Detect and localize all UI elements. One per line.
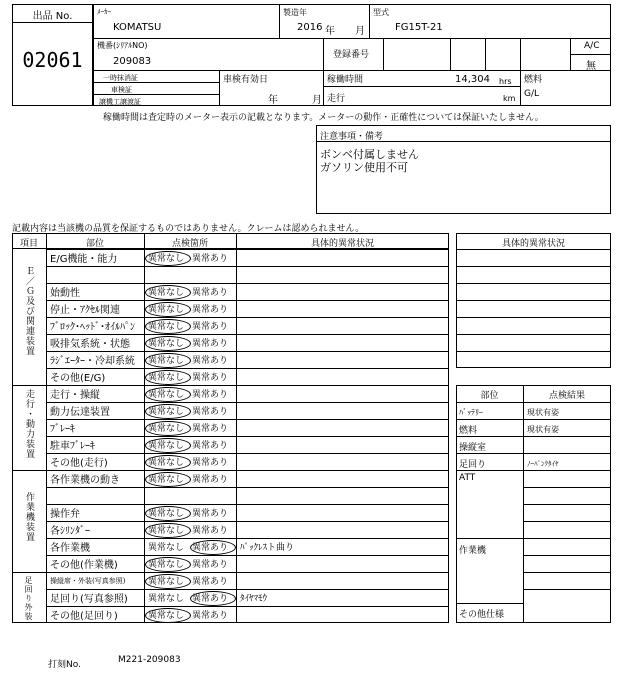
row-detail [240, 402, 445, 419]
group-work-label: 作業機装置 [24, 492, 34, 542]
selection-oval [145, 319, 191, 334]
row-detail [240, 436, 445, 453]
check-abnormal[interactable]: 異常あり [192, 509, 229, 519]
selection-oval [145, 336, 191, 351]
check-normal[interactable]: 異常なし [148, 288, 185, 298]
serial-label: 機番(ｼﾘｱﾙNO) [97, 41, 148, 50]
row-detail [240, 453, 445, 470]
row-detail [240, 266, 445, 283]
check-abnormal[interactable]: 異常あり [192, 373, 229, 383]
row-part: 走行・操縦 [50, 390, 100, 401]
hours-disclaimer: 稼働時間は査定時のメーター表示の記載となります。メーターの動作・正確性については保証いたしません。 [103, 113, 544, 123]
inspect-month: 月 [312, 95, 322, 106]
selection-oval [145, 251, 191, 266]
check-normal[interactable]: 異常なし [148, 560, 185, 570]
ac-label: A/C [584, 41, 600, 51]
fuel-value: G/L [524, 89, 540, 99]
check-abnormal[interactable]: 異常あり [192, 611, 229, 621]
vehicle-cert-label: 車検証 [111, 86, 132, 94]
row-detail [240, 504, 445, 521]
inspect-year: 年 [268, 95, 278, 106]
row-part: E/G機能・能力 [50, 254, 118, 265]
check-abnormal[interactable]: 異常あり [192, 322, 229, 332]
fuel-row-label: 燃料 [459, 426, 478, 436]
inspect-label: 車検有効日 [223, 75, 269, 85]
check-normal[interactable]: 異常なし [148, 356, 185, 366]
row-detail [240, 300, 445, 317]
hours-value: 14,304 [455, 74, 490, 85]
selection-oval [190, 591, 236, 606]
check-abnormal[interactable]: 異常あり [192, 305, 229, 315]
selection-oval [145, 404, 191, 419]
model-value: FG15T-21 [395, 22, 443, 33]
battery-label: ﾊﾞｯﾃﾘｰ [459, 408, 483, 417]
row-detail [240, 317, 445, 334]
selection-oval [145, 506, 191, 521]
check-normal[interactable]: 異常なし [148, 458, 185, 468]
col-detail-header: 具体的異常状況 [310, 239, 374, 249]
battery-value: 現状有姿 [527, 408, 559, 417]
selection-oval [145, 438, 191, 453]
row-detail [240, 606, 445, 623]
row-part: その他(E/G) [50, 373, 106, 384]
lot-divider [12, 22, 93, 23]
remark-line-2: ガソリン使用不可 [320, 161, 408, 174]
maker-label: ﾒｰｶｰ [97, 8, 111, 16]
row-part: 吸排気系統・状態 [50, 339, 130, 350]
selection-oval [145, 574, 191, 589]
row-detail [240, 521, 445, 538]
check-abnormal[interactable]: 異常あり [192, 577, 229, 587]
row-part: ﾌﾞﾛｯｸ･ﾍｯﾄﾞ･ｵｲﾙﾊﾟﾝ [50, 322, 135, 333]
row-detail [240, 249, 445, 266]
selection-oval [145, 353, 191, 368]
row-detail [240, 487, 445, 504]
check-abnormal[interactable]: 異常あり [192, 424, 229, 434]
fuel-row-value: 現状有姿 [527, 425, 559, 434]
other-spec-label: その他仕様 [459, 610, 505, 620]
fuel-label: 燃料 [524, 75, 543, 85]
result-part-header: 部位 [480, 391, 499, 401]
check-abnormal[interactable]: 異常あり [192, 458, 229, 468]
ac-value: 無 [586, 61, 596, 72]
row-detail [240, 351, 445, 368]
row-detail: ﾀｲﾔﾏﾓｳ [240, 594, 268, 604]
row-part: その他(走行) [50, 458, 108, 469]
check-abnormal[interactable]: 異常あり [192, 475, 229, 485]
remark-line-1: ボンベ付属しません [320, 148, 419, 161]
row-part: 動力伝達装置 [50, 407, 110, 418]
quality-disclaimer: 記載内容は当該機の品質を保証するものではありません。クレームは認められません。 [12, 224, 365, 234]
check-normal[interactable]: 異常なし [148, 526, 185, 536]
row-part: 駐車ﾌﾞﾚｰｷ [50, 441, 95, 452]
row-detail [240, 470, 445, 487]
serial-value: 209083 [113, 56, 152, 67]
selection-oval [145, 387, 191, 402]
check-normal[interactable]: 異常なし [148, 509, 185, 519]
work-label: 作業機 [459, 546, 487, 556]
row-part: 始動性 [50, 288, 80, 299]
check-normal[interactable]: 異常なし [148, 441, 185, 451]
row-part: ﾌﾞﾚｰｷ [50, 424, 75, 435]
check-abnormal[interactable]: 異常あり [192, 543, 229, 553]
row-part [50, 266, 142, 283]
row-part: その他(作業機) [50, 560, 118, 571]
year-label: 製造年 [283, 8, 307, 17]
row-detail [240, 283, 445, 300]
undercarriage-label: 足回り [459, 460, 487, 470]
selection-oval [145, 557, 191, 572]
selection-oval [145, 285, 191, 300]
check-normal[interactable]: 異常なし [148, 390, 185, 400]
maker-value: KOMATSU [113, 22, 162, 33]
selection-oval [190, 540, 236, 555]
selection-oval [145, 421, 191, 436]
row-detail [240, 368, 445, 385]
col-item-header: 項目 [19, 239, 38, 249]
row-detail [240, 334, 445, 351]
row-part: その他(足回り) [50, 611, 118, 622]
selection-oval [145, 523, 191, 538]
selection-oval [145, 472, 191, 487]
result-header: 点検結果 [548, 391, 585, 401]
month-unit: 月 [355, 26, 365, 37]
col-check-header: 点検箇所 [171, 239, 208, 249]
remarks-label: 注意事項・備考 [320, 132, 384, 142]
selection-oval [145, 370, 191, 385]
row-part: 各作業機の動き [50, 475, 120, 486]
check-normal[interactable]: 異常なし [148, 407, 185, 417]
check-normal[interactable]: 異常なし [148, 543, 185, 553]
group-undercarriage-label: 足回り外装 [24, 576, 33, 621]
row-part: 操縦席・外装(写真参照) [50, 576, 126, 585]
selection-oval [145, 455, 191, 470]
check-abnormal[interactable]: 異常あり [192, 407, 229, 417]
stamp-label: 打刻No. [48, 660, 81, 670]
row-detail [240, 385, 445, 402]
mileage-label: 走行 [327, 94, 346, 104]
col-part-header: 部位 [85, 239, 104, 249]
group-engine-label: Ｅ／Ｇ及び関連装置 [24, 266, 34, 356]
group-travel-label: 走行・動力装置 [24, 389, 34, 459]
tax-cert-label: 譲機工譲渡証 [99, 98, 141, 106]
selection-oval [145, 302, 191, 317]
row-detail: ﾊﾞｯｸﾚｽト曲り [240, 543, 295, 553]
check-normal[interactable]: 異常なし [148, 254, 185, 264]
lot-label: 出品 No. [32, 11, 73, 22]
check-normal[interactable]: 異常なし [148, 577, 185, 587]
check-abnormal[interactable]: 異常あり [192, 288, 229, 298]
row-part: 停止・ｱｸｾﾙ関連 [50, 305, 120, 316]
row-detail [240, 555, 445, 572]
check-abnormal[interactable]: 異常あり [192, 254, 229, 264]
row-detail [240, 419, 445, 436]
row-part: 各ｼﾘﾝﾀﾞｰ [50, 526, 90, 537]
year-value: 2016 [297, 22, 323, 33]
lot-number: 02061 [22, 48, 83, 72]
check-abnormal[interactable]: 異常あり [192, 594, 229, 604]
row-part: 操作弁 [50, 509, 80, 520]
check-normal[interactable]: 異常なし [148, 322, 185, 332]
row-part: 各作業機 [50, 543, 90, 554]
undercarriage-value: ﾉｰﾊﾟﾝｸﾀｲﾔ [527, 460, 559, 468]
stamp-value: M221-209083 [118, 655, 181, 665]
hours-unit: hrs [499, 77, 512, 86]
temp-permit-label: 一時抹消証 [103, 74, 138, 82]
check-abnormal[interactable]: 異常あり [192, 356, 229, 366]
check-normal[interactable]: 異常なし [148, 611, 185, 621]
reg-label: 登録番号 [333, 50, 370, 60]
check-normal[interactable]: 異常なし [148, 305, 185, 315]
check-abnormal[interactable]: 異常あり [192, 390, 229, 400]
cab-label: 操縦室 [459, 443, 487, 453]
km-unit: km [503, 94, 516, 103]
check-normal[interactable]: 異常なし [148, 424, 185, 434]
year-unit: 年 [325, 26, 335, 37]
check-normal[interactable]: 異常なし [148, 475, 185, 485]
row-detail [240, 572, 445, 589]
row-part [50, 487, 142, 504]
selection-oval [145, 608, 191, 623]
check-abnormal[interactable]: 異常あり [192, 339, 229, 349]
row-part: 足回り(写真参照) [50, 594, 128, 605]
att-label: ATT [459, 473, 476, 483]
model-label: 型式 [373, 8, 389, 17]
check-abnormal[interactable]: 異常あり [192, 560, 229, 570]
check-normal[interactable]: 異常なし [148, 373, 185, 383]
check-normal[interactable]: 異常なし [148, 594, 185, 604]
row-part: ﾗｼﾞｴｰﾀｰ・冷却系統 [50, 356, 135, 367]
hours-label: 稼働時間 [327, 75, 364, 85]
check-abnormal[interactable]: 異常あり [192, 441, 229, 451]
check-normal[interactable]: 異常なし [148, 339, 185, 349]
right-detail-header: 具体的異常状況 [501, 239, 565, 249]
check-abnormal[interactable]: 異常あり [192, 526, 229, 536]
